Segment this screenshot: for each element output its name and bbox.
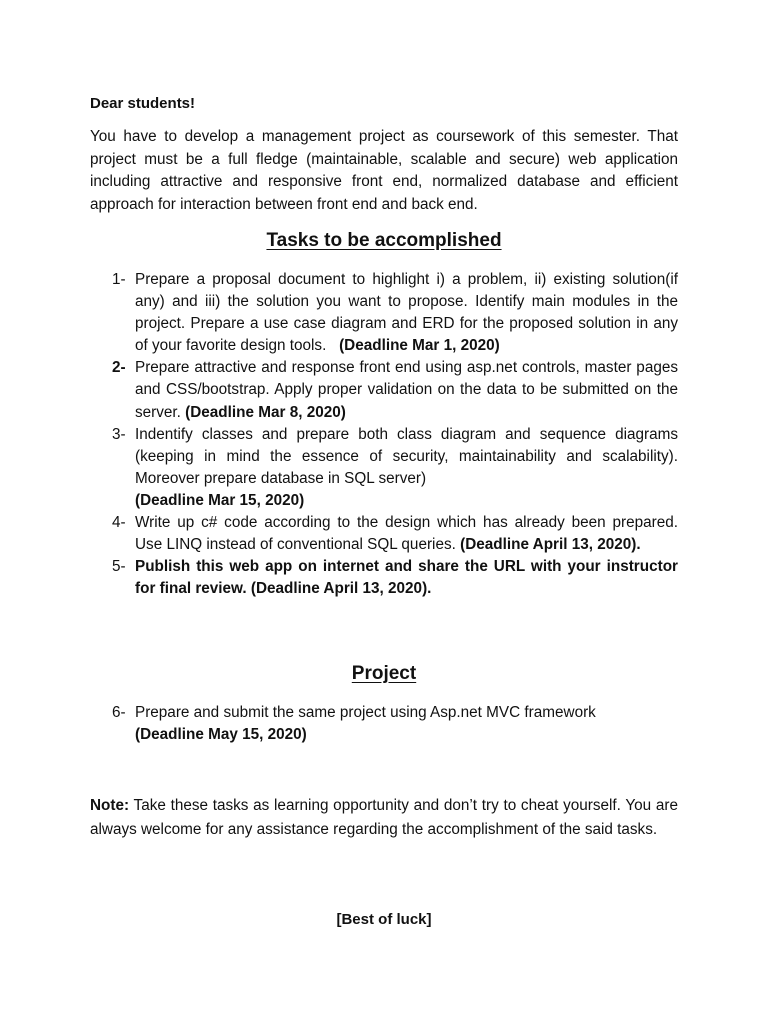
note-paragraph [90, 794, 678, 841]
task-deadline: (Deadline Mar 8, 2020) [185, 403, 346, 421]
salutation: Dear students! [90, 95, 196, 112]
note-text: Take these tasks as learning opportunity and don’t try to cheat yourself. You are always welcome for any assistance regarding the accomplishment of the said tasks. [90, 797, 678, 838]
task-text: Indentify classes and prepare both class diagram and sequence diagrams (keeping in mind the essence of security, maintainability and scalability). Moreover prepare database in SQL server) [135, 425, 678, 487]
task-number: 2- [112, 359, 126, 377]
task-deadline: (Deadline Mar 15, 2020) [135, 491, 305, 509]
task-item-1 [90, 269, 678, 357]
task-item-5 [90, 556, 678, 600]
task-text: Prepare and submit the same project using Asp.net MVC framework [135, 704, 596, 721]
task-item-6 [90, 702, 678, 746]
note-label: Note: [90, 797, 130, 814]
task-number: 3- [112, 425, 126, 443]
task-number: 6- [112, 704, 126, 721]
task-deadline: (Deadline Mar 1, 2020) [339, 337, 500, 355]
task-number: 4- [112, 514, 126, 532]
task-item-2 [90, 357, 678, 423]
task-item-3 [90, 424, 678, 512]
project-heading: Project [351, 663, 417, 684]
task-deadline: (Deadline May 15, 2020) [135, 726, 307, 744]
task-text: Prepare a proposal document to highlight i) a problem, ii) existing solution(if any) and iii) the solution you want to propose. Identify main modules in the project. Prepare a use case diagram and ERD for the proposed solution in any of your favorite design tools. [135, 271, 678, 355]
task-list [90, 269, 678, 600]
closing-text: [Best of luck] [336, 911, 432, 928]
task-text: Publish this web app on internet and share the URL with your instructor for final review. (Deadline April 13, 2020). [135, 558, 678, 598]
task-text: Prepare attractive and response front end using asp.net controls, master pages and CSS/bootstrap. Apply proper validation on the data to be submitted on the server. [135, 359, 678, 421]
task-number: 5- [112, 558, 126, 576]
tasks-heading: Tasks to be accomplished [266, 230, 502, 251]
task-item-4 [90, 512, 678, 556]
project-task-list [90, 702, 678, 746]
task-number: 1- [112, 271, 126, 288]
task-text: Write up c# code according to the design which has already been prepared. Use LINQ instead of conventional SQL queries. [135, 514, 678, 554]
intro-paragraph: You have to develop a management project as coursework of this semester. That project must be a full fledge (maintainable, scalable and secure) web application including attractive and responsive front end, normalized database and efficient approach for interaction between front end and back end. [90, 128, 678, 213]
task-deadline: (Deadline April 13, 2020). [460, 536, 641, 554]
